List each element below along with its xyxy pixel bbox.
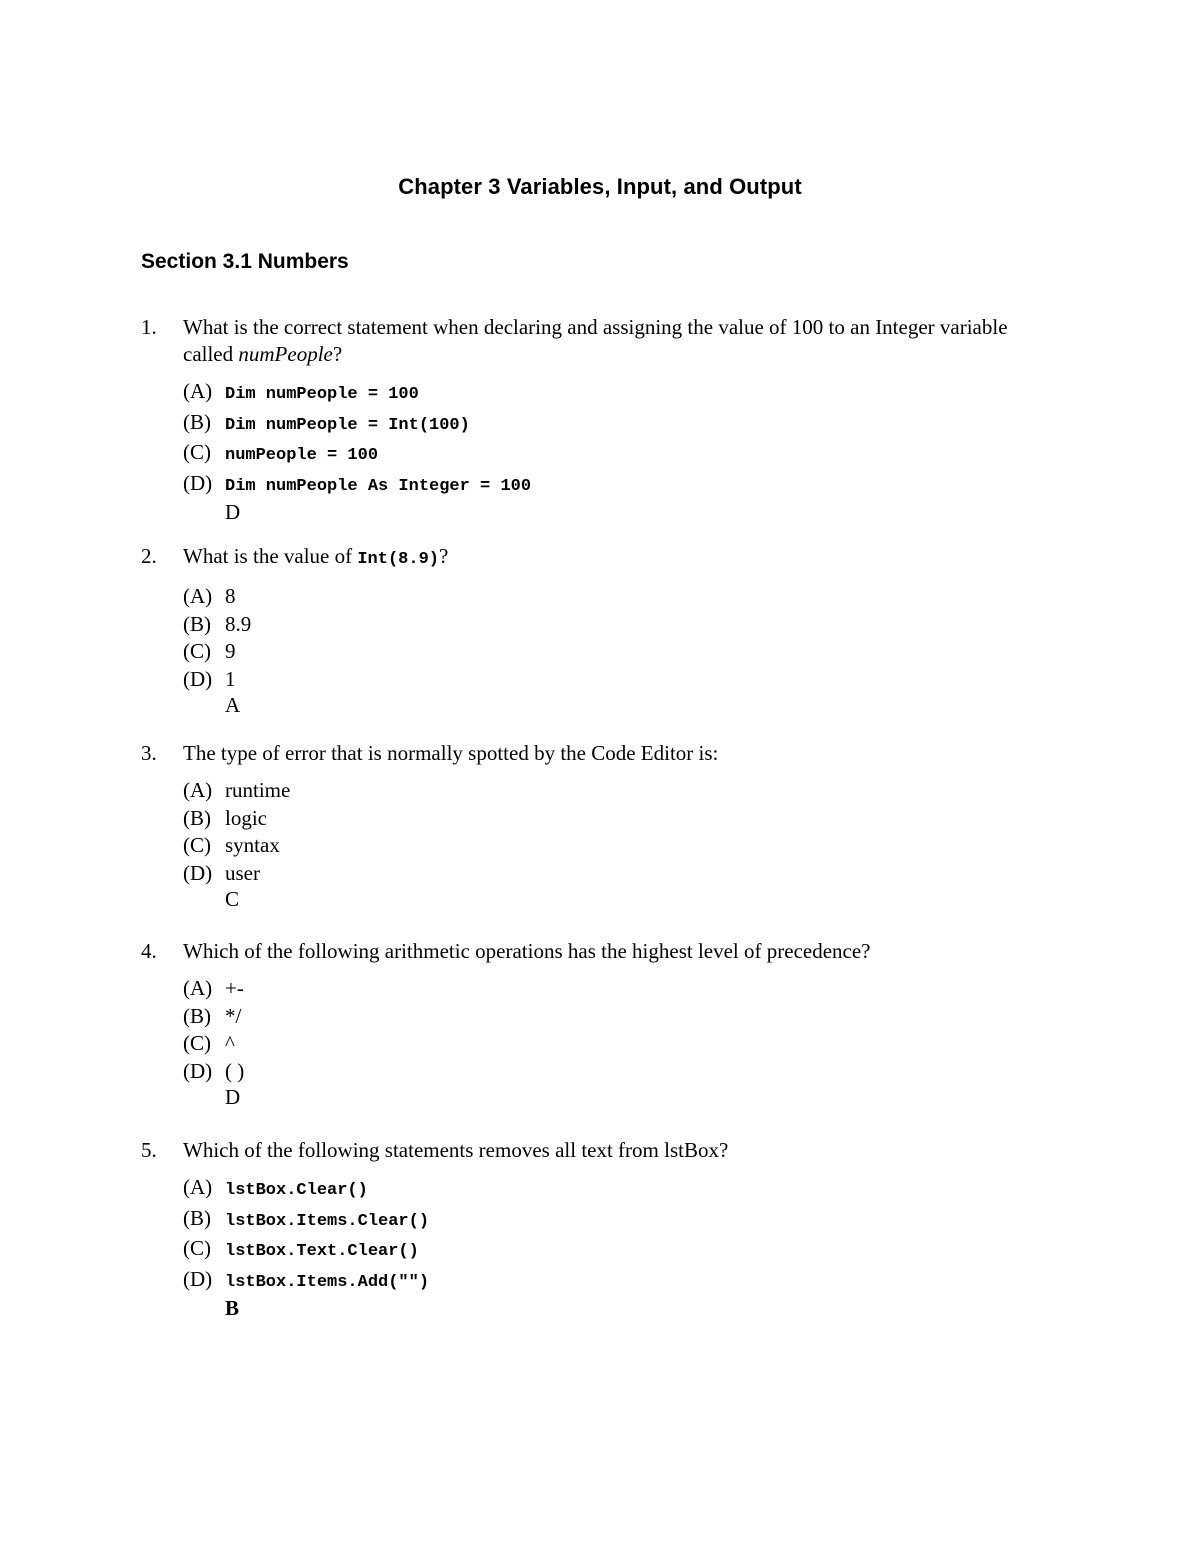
section-title: Section 3.1 Numbers <box>141 250 349 273</box>
question-text: What is the value of Int(8.9)? <box>183 544 449 569</box>
option-d: (D) lstBox.Items.Add("") <box>183 1266 430 1292</box>
answer-key: D <box>225 1085 241 1109</box>
question-1 <box>141 314 1041 525</box>
question-number: 2. <box>141 544 157 568</box>
option-c: (C) numPeople = 100 <box>183 440 379 465</box>
answer-key: B <box>225 1296 240 1320</box>
question-5 <box>141 1137 1041 1321</box>
variable-name: numPeople <box>238 342 333 366</box>
question-3 <box>141 740 1041 912</box>
option-list <box>183 378 1041 500</box>
question-text: Which of the following statements removes all text from lstBox? <box>183 1138 729 1162</box>
option-d: (D) Dim numPeople As Integer = 100 <box>183 470 532 496</box>
option-a: (A) 8 <box>183 584 236 608</box>
question-text: What is the correct statement when declaring and assigning the value of 100 to an Integer variable called numPeople? <box>183 315 1008 366</box>
question-number: 3. <box>141 741 157 765</box>
option-c: (C) ^ <box>183 1031 235 1055</box>
inline-code: Int(8.9) <box>357 550 439 569</box>
option-d: (D) 1 <box>183 666 236 691</box>
question-2 <box>141 543 1041 718</box>
question-number: 5. <box>141 1138 157 1162</box>
option-d: (D) user <box>183 860 260 885</box>
answer-key: C <box>225 887 240 911</box>
option-c: (C) lstBox.Text.Clear() <box>183 1236 419 1261</box>
option-c: (C) 9 <box>183 639 236 663</box>
option-b: (B) Dim numPeople = Int(100) <box>183 409 470 435</box>
question-text: The type of error that is normally spotted by the Code Editor is: <box>183 741 719 765</box>
option-a: (A) Dim numPeople = 100 <box>183 379 419 404</box>
option-a: (A) runtime <box>183 778 291 802</box>
option-list <box>183 1174 1041 1296</box>
option-b: (B) logic <box>183 805 267 830</box>
option-a: (A) lstBox.Clear() <box>183 1175 368 1200</box>
option-list <box>183 975 1041 1085</box>
question-number: 4. <box>141 939 157 963</box>
option-d: (D) ( ) <box>183 1058 245 1083</box>
chapter-title: Chapter 3 Variables, Input, and Output <box>398 174 802 199</box>
question-number: 1. <box>141 315 157 339</box>
option-b: (B) */ <box>183 1003 242 1028</box>
question-4 <box>141 938 1041 1110</box>
option-c: (C) syntax <box>183 833 280 857</box>
option-list <box>183 777 1041 887</box>
option-list <box>183 583 1041 693</box>
option-b: (B) 8.9 <box>183 611 252 636</box>
question-text: Which of the following arithmetic operations has the highest level of precedence? <box>183 939 871 963</box>
answer-key: A <box>225 693 241 717</box>
answer-key: D <box>225 500 241 524</box>
option-a: (A) +- <box>183 976 244 1000</box>
option-b: (B) lstBox.Items.Clear() <box>183 1205 430 1231</box>
